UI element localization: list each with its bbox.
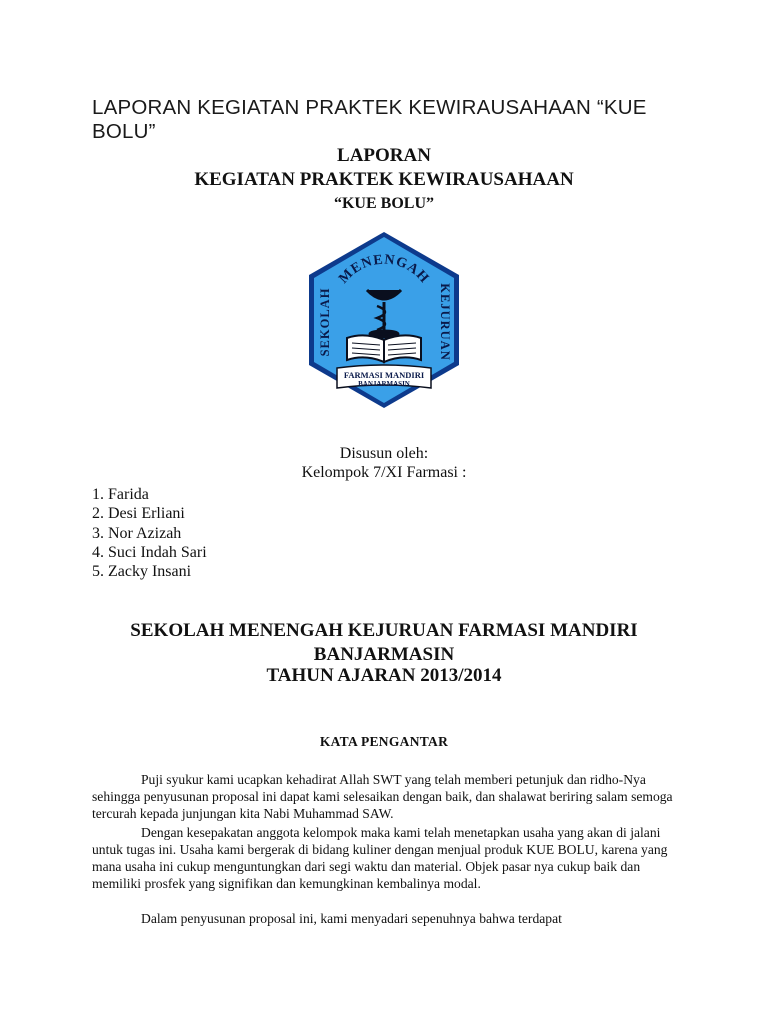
list-item: 5. Zacky Insani: [92, 563, 192, 581]
logo-arc-text: MENENGAH: [336, 252, 432, 287]
title-kue-bolu: “KUE BOLU”: [333, 195, 434, 212]
title-laporan: LAPORAN: [337, 145, 431, 166]
school-logo: [307, 230, 461, 410]
school-name-line2: BANJARMASIN: [313, 644, 455, 665]
member-list: [92, 485, 207, 581]
open-book-icon: [347, 335, 421, 362]
list-item: 4. Suci Indah Sari: [92, 543, 207, 561]
logo-banner-line2: BANJARMASIN: [358, 380, 410, 388]
foreword-paragraph-2: Dengan kesepakatan anggota kelompok maka kami telah menetapkan usaha yang akan di jalani untuk tugas ini. Usaha kami bergerak di bidang kuliner dengan menjual produk KUE BOLU, karena yang mana usaha ini cukup menguntungkan dari segi waktu dan material. Objek pasar nya cukup baik dan memiliki prosfek yang signifikan dan kemungkinan kembalinya modal.: [92, 825, 668, 891]
logo-banner: [337, 365, 431, 388]
logo-banner-line1: FARMASI MANDIRI: [343, 370, 425, 380]
foreword-paragraph-3: Dalam penyusunan proposal ini, kami menyadari sepenuhnya bahwa terdapat: [141, 911, 562, 926]
disusun-label: Disusun oleh:: [339, 445, 429, 462]
list-item: 1. Farida: [92, 486, 149, 503]
document-header-title: LAPORAN KEGIATAN PRAKTEK KEWIRAUSAHAAN “KUE BOLU”: [92, 96, 647, 143]
group-label: Kelompok 7/XI Farmasi :: [301, 464, 467, 481]
title-kegiatan: KEGIATAN PRAKTEK KEWIRAUSAHAAN: [194, 169, 574, 190]
school-name-line1: SEKOLAH MENENGAH KEJURUAN FARMASI MANDIRI: [130, 620, 638, 641]
logo-left-text: SEKOLAH: [318, 287, 332, 357]
foreword-heading: KATA PENGANTAR: [319, 734, 449, 749]
logo-right-text: KEJURUAN: [438, 283, 452, 361]
list-item: 3. Nor Azizah: [92, 524, 182, 542]
academic-year: TAHUN AJARAN 2013/2014: [266, 665, 502, 686]
foreword-paragraph-1: Puji syukur kami ucapkan kehadirat Allah SWT yang telah memberi petunjuk dan ridho-Nya sehingga penyusunan proposal ini dapat kami selesaikan dengan baik, dan shalawat beriring salam semoga tercurah kepada junjungan kita Nabi Muhammad SAW.: [92, 772, 673, 821]
list-item: 2. Desi Erliani: [92, 505, 185, 523]
